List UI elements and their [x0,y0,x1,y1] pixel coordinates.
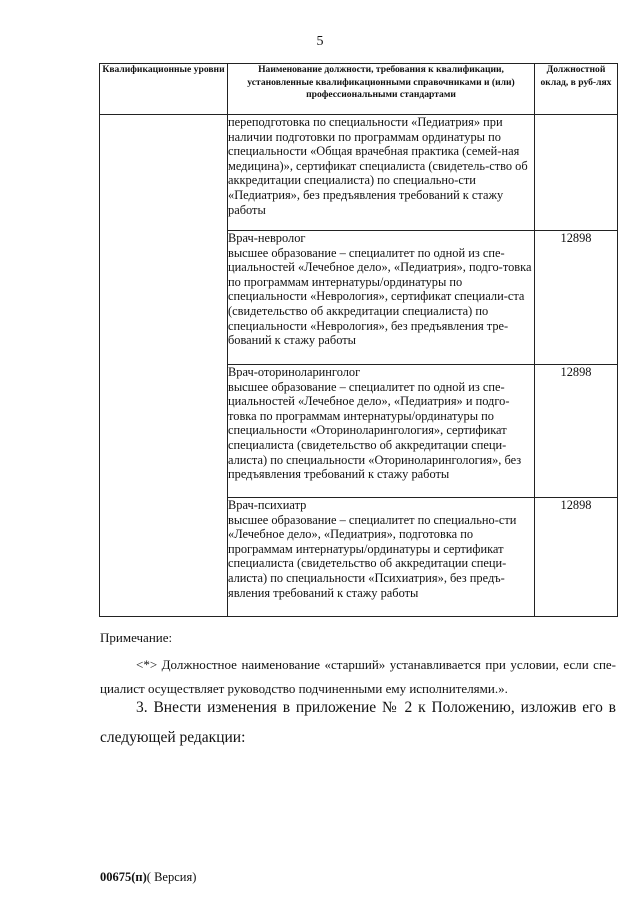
note-title: Примечание: [100,630,173,645]
position-text: Врач-невролог высшее образование – специалитет по одной из спе-циальностей «Лечебное дело», «Педиатрия», подго-товка по программам интернатуры/ординатуры по специальности «Неврология», сертификат специали-ста (свидетельство об аккредитации специалиста) по специальности «Неврология», без предъявления тре-бований к стажу работы [228,231,532,348]
header-position: Наименование должности, требования к квалификации, установленные квалификационными справочниками и (или) профессиональными стандартами [228,64,535,115]
document-version: ( Версия) [146,870,197,884]
table-header-row [100,64,618,115]
salary-cell: 12898 [535,498,618,617]
header-salary: Должностной оклад, в руб-лях [535,64,618,115]
header-level: Квалификационные уровни [100,64,228,115]
salary-cell [535,115,618,231]
salary-cell: 12898 [535,365,618,498]
qualification-table [99,63,618,617]
position-text: Врач-оториноларинголог высшее образование – специалитет по одной из спе-циальностей «Лечебное дело», «Педиатрия» и подго-товка по программам интернатуры/ординатуры по специальности «Оториноларингология», сертификат специалиста (свидетельство об аккредитации специ-алиста) по специальности «Оториноларингология», без предъявления требований к стажу работы [228,365,522,482]
item-3-text: 3. Внести изменения в приложение № 2 к Положению, изложив его в следующей редакции: [100,699,616,746]
footer [100,870,196,885]
note-text: <*> Должностное наименование «старший» устанавливается при условии, если спе-циалист осуществляет руководство подчиненными ему исполнителями.». [100,657,616,696]
document-code: 00675(п) [100,870,147,884]
position-cell [228,115,535,231]
page-number: 5 [316,34,324,49]
position-cell [228,231,535,365]
position-text: переподготовка по специальности «Педиатрия» при наличии подготовки по программам ординатуры по специальности «Общая врачебная практика (семей-ная медицина)», сертификат специалиста (свидетель-ство об аккредитации специалиста) по специально-сти «Педиатрия», без предъявления требований к стажу работы [228,115,528,217]
salary-cell: 12898 [535,231,618,365]
level-cell [100,115,228,617]
table-row [100,115,618,231]
position-cell [228,365,535,498]
position-text: Врач-психиатр высшее образование – специалитет по специально-сти «Лечебное дело», «Педиатрия», подготовка по программам интернатуры/ординатуры и сертификат специалиста (свидетельство об аккредитации специ-алиста) по специальности «Психиатрия», без предъ-явления требований к стажу работы [228,498,517,600]
position-cell [228,498,535,617]
